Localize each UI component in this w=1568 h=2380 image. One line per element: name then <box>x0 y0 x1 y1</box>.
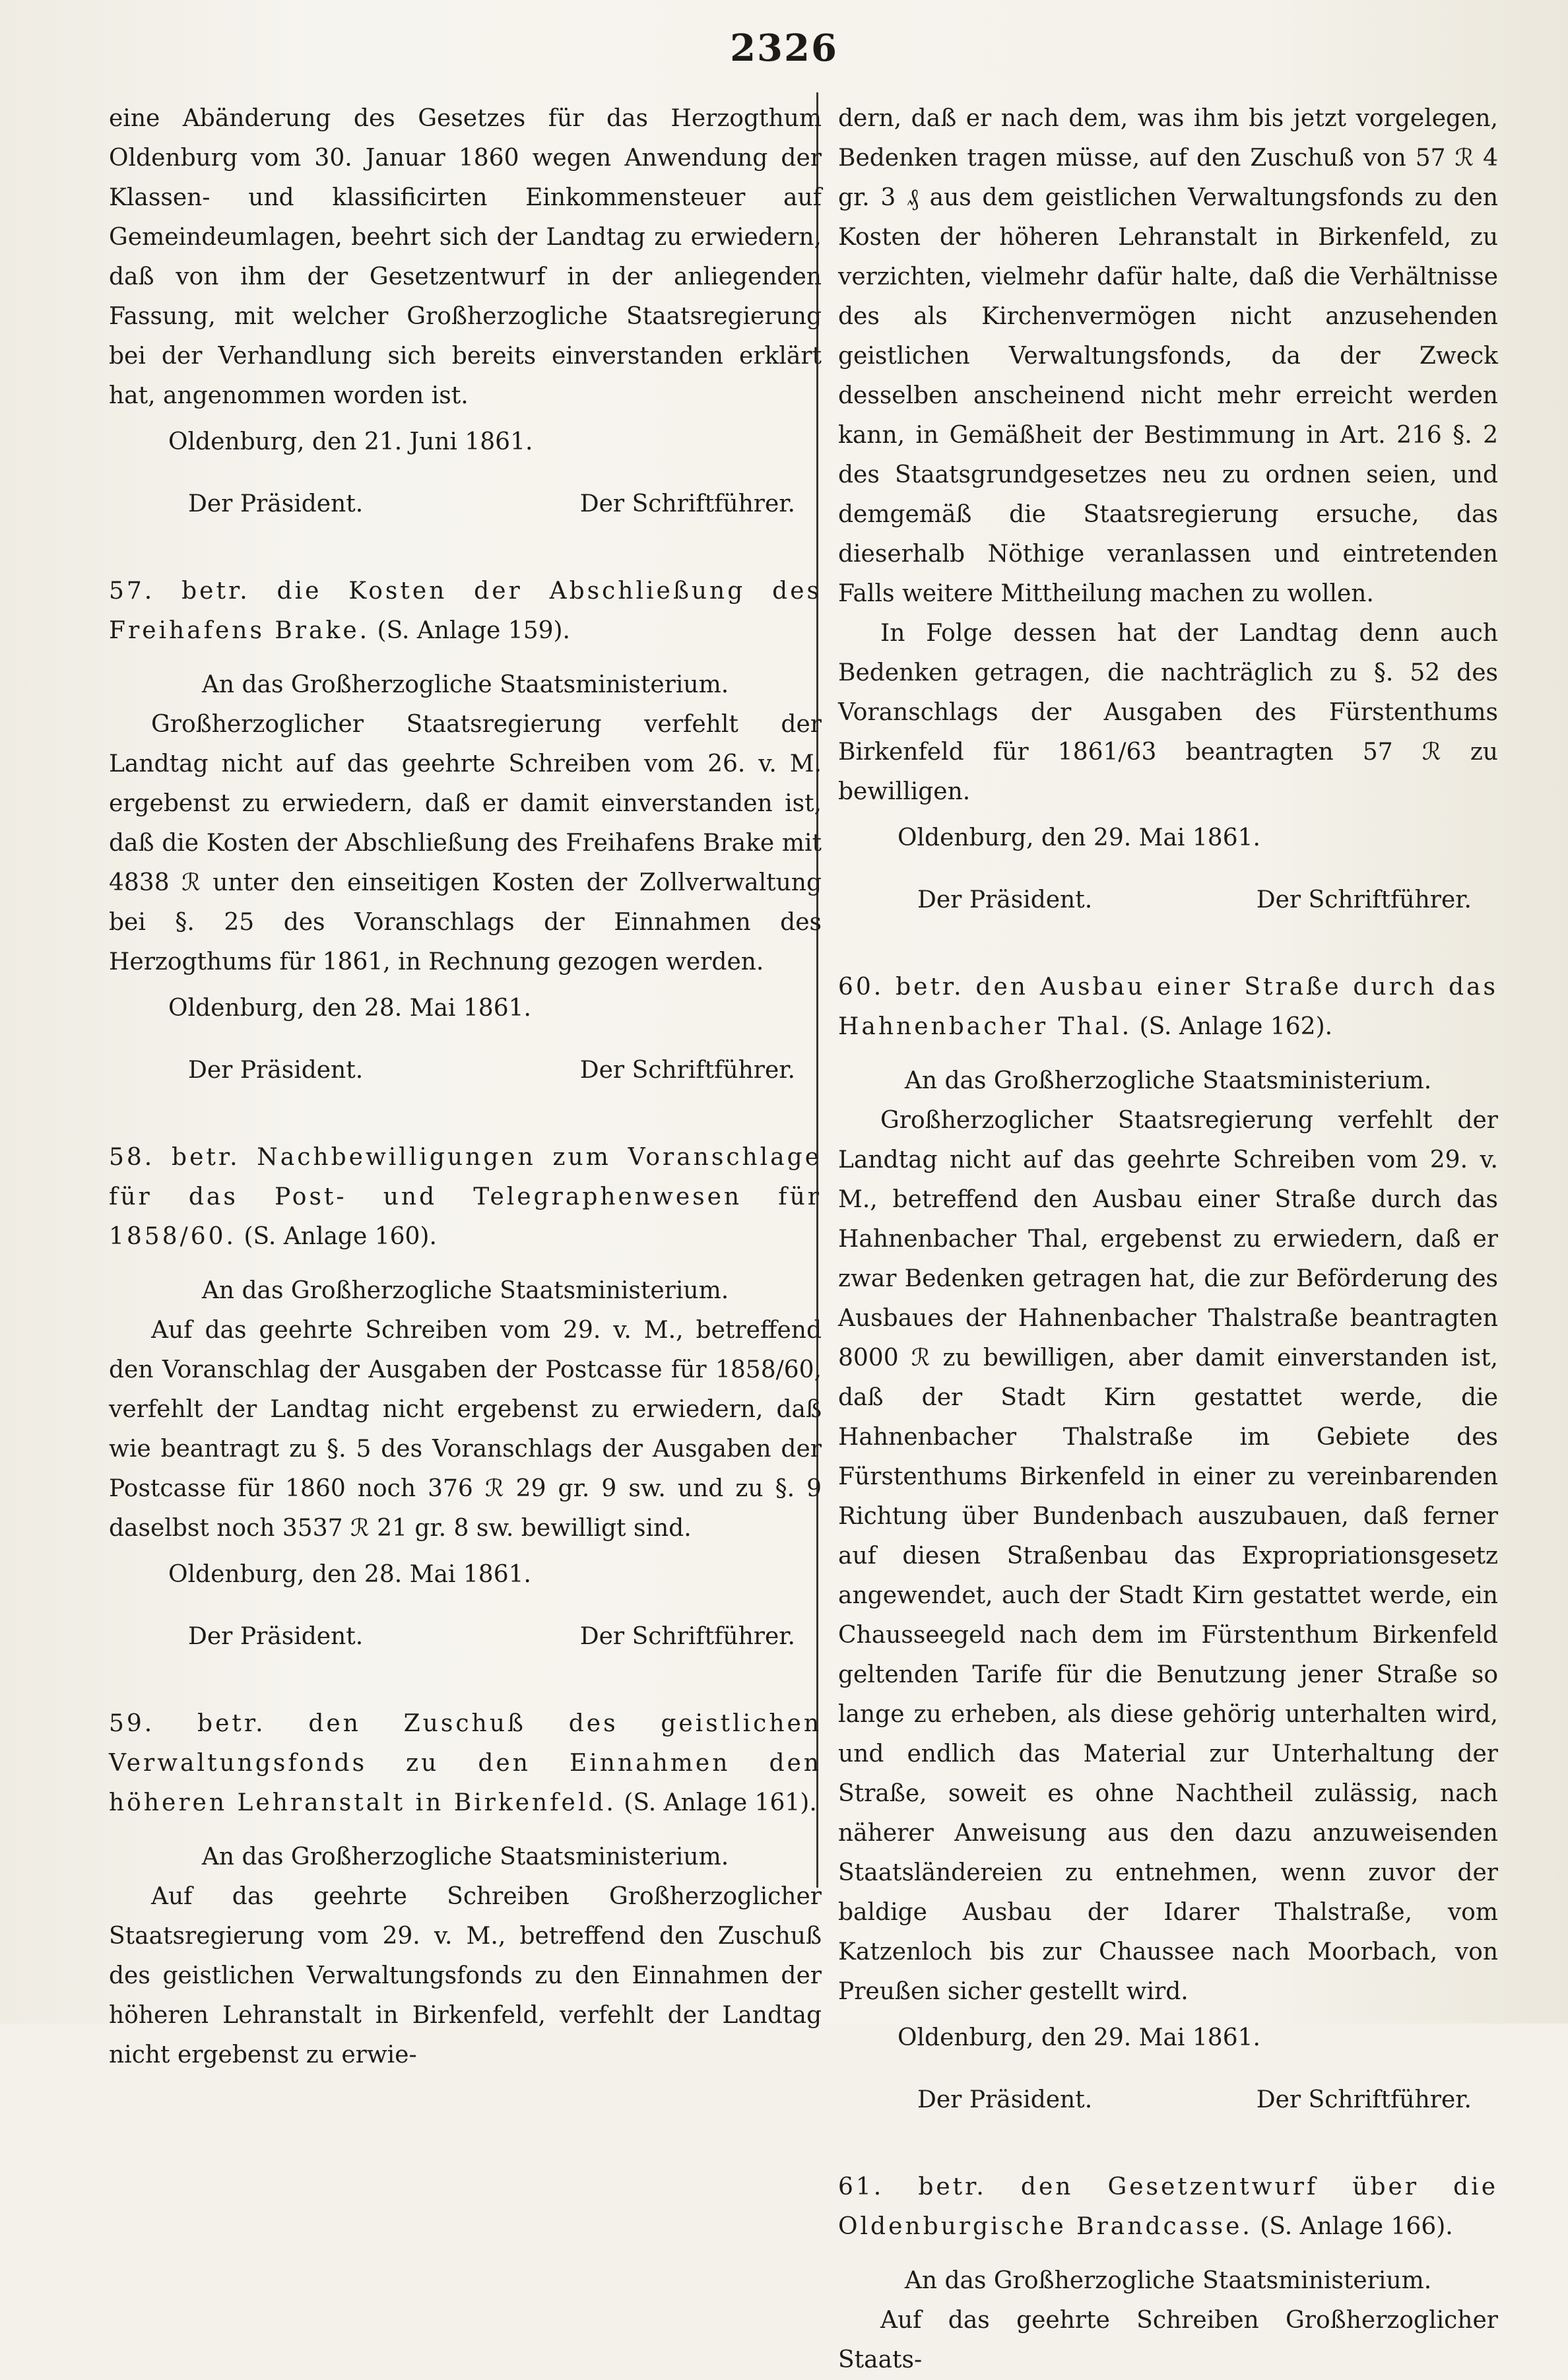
section-61-heading <box>838 2167 1498 2247</box>
section-59-heading <box>109 1704 822 1823</box>
signature-president: Der Präsident. <box>917 886 1093 913</box>
signature-president: Der Präsident. <box>917 2086 1093 2113</box>
section-59-continuation: dern, daß er nach dem, was ihm bis jetzt vorgelegen, Bedenken tragen müsse, auf den Zuschuß von 57 ℛ 4 gr. 3 ₰ aus dem geistlichen Verwaltungsfonds zu den Kosten der höheren Lehranstalt in Birkenfeld, zu verzichten, vielmehr dafür halte, daß die Verhältnisse des als Kirchenvermögen nicht anzusehenden geistlichen Verwaltungsfonds, da der Zweck desselben anscheinend nicht mehr erreicht werden kann, in Gemäßheit der Bestimmung in Art. 216 §. 2 des Staatsgrundgesetzes neu zu ordnen seien, und demgemäß die Staatsregierung ersuche, das dieserhalb Nöthige veranlassen und eintretenden Falls weitere Mittheilung machen zu wollen. <box>838 105 1498 607</box>
section-58-dateline: Oldenburg, den 28. Mai 1861. <box>168 1561 531 1588</box>
section-61-addressee: An das Großherzogliche Staatsministerium. <box>904 2267 1432 2294</box>
signature-president: Der Präsident. <box>188 1623 364 1650</box>
section-60-annex: (S. Anlage 162). <box>1139 1013 1333 1040</box>
signature-block <box>109 1051 822 1090</box>
signature-secretary: Der Schriftführer. <box>579 1623 795 1650</box>
section-57-heading <box>109 572 822 651</box>
section-58-heading <box>109 1138 822 1257</box>
left-column <box>109 99 822 2075</box>
signature-block <box>838 2080 1498 2120</box>
signature-president: Der Präsident. <box>188 490 364 517</box>
section-58-addressee: An das Großherzogliche Staatsministerium. <box>201 1277 729 1304</box>
section-59-continuation-2: In Folge dessen hat der Landtag denn auch Bedenken getragen, die nachträglich zu §. 52 des Voranschlags der Ausgaben des Fürstenthums Birkenfeld für 1861/63 beantragten 57 ℛ zu bewilligen. <box>838 620 1498 805</box>
right-column <box>838 99 1498 2380</box>
intro-paragraph: eine Abänderung des Gesetzes für das Herzogthum Oldenburg vom 30. Januar 1860 wegen Anwendung der Klassen- und klassificirten Einkommensteuer auf Gemeindeumlagen, beehrt sich der Landtag zu erwiedern, daß von ihm der Gesetzentwurf in der anliegenden Fassung, mit welcher Großherzogliche Staatsregierung bei der Verhandlung sich bereits einverstanden erklärt hat, angenommen worden ist. <box>109 105 822 409</box>
signature-president: Der Präsident. <box>188 1057 364 1084</box>
section-58-body: Auf das geehrte Schreiben vom 29. v. M., betreffend den Voranschlag der Ausgaben der Postcasse für 1858/60, verfehlt der Landtag nicht ergebenst zu erwiedern, daß wie beantragt zu §. 5 des Voranschlags der Ausgaben der Postcasse für 1860 noch 376 ℛ 29 gr. 9 sw. und zu §. 9 daselbst noch 3537 ℛ 21 gr. 8 sw. bewilligt sind. <box>109 1317 822 1542</box>
section-60-heading <box>838 968 1498 1047</box>
signature-secretary: Der Schriftführer. <box>579 1057 795 1084</box>
signature-secretary: Der Schriftführer. <box>1256 886 1472 913</box>
section-58-annex: (S. Anlage 160). <box>244 1223 437 1250</box>
signature-secretary: Der Schriftführer. <box>1256 2086 1472 2113</box>
signature-block <box>838 880 1498 920</box>
page-number: 2326 <box>730 26 838 70</box>
section-59-title: 59. betr. den Zuschuß des geistlichen Verwaltungsfonds zu den Einnahmen den höheren Lehranstalt in Birkenfeld. <box>109 1710 822 1816</box>
section-61-title: 61. betr. den Gesetzentwurf über die Oldenburgische Brandcasse. <box>838 2173 1498 2240</box>
section-58-title: 58. betr. Nachbewilligungen zum Voranschlage für das Post- und Telegraphenwesen für 1858/60. <box>109 1144 822 1250</box>
section-60-addressee: An das Großherzogliche Staatsministerium. <box>904 1067 1432 1094</box>
signature-block <box>109 1617 822 1657</box>
section-61-body: Auf das geehrte Schreiben Großherzoglicher Staats- <box>838 2307 1498 2373</box>
section-57-addressee: An das Großherzogliche Staatsministerium. <box>201 671 729 698</box>
section-59-annex: (S. Anlage 161). <box>624 1789 817 1816</box>
signature-secretary: Der Schriftführer. <box>579 490 795 517</box>
signature-block <box>109 484 822 524</box>
section-60-dateline: Oldenburg, den 29. Mai 1861. <box>898 2024 1260 2051</box>
section-61-annex: (S. Anlage 166). <box>1260 2213 1453 2240</box>
section-59-addressee: An das Großherzogliche Staatsministerium. <box>201 1843 729 1870</box>
section-57-annex: (S. Anlage 159). <box>377 617 570 644</box>
dateline: Oldenburg, den 21. Juni 1861. <box>168 428 533 455</box>
section-60-title: 60. betr. den Ausbau einer Straße durch das Hahnenbacher Thal. <box>838 974 1498 1040</box>
section-60-body: Großherzoglicher Staatsregierung verfehlt der Landtag nicht auf das geehrte Schreiben vom 29. v. M., betreffend den Ausbau einer Straße durch das Hahnenbacher Thal, ergebenst zu erwiedern, daß er zwar Bedenken getragen hat, die zur Beförderung des Ausbaues der Hahnenbacher Thalstraße beantragten 8000 ℛ zu bewilligen, aber damit einverstanden ist, daß der Stadt Kirn gestattet werde, die Hahnenbacher Thalstraße im Gebiete des Fürstenthums Birkenfeld in einer zu vereinbarenden Richtung über Bundenbach auszubauen, daß ferner auf diesen Straßenbau das Expropriationsgesetz angewendet, auch der Stadt Kirn gestattet werde, ein Chausseegeld nach dem im Fürstenthum Birkenfeld geltenden Tarife für die Benutzung jener Straße so lange zu erheben, als diese gehörig unterhalten wird, und endlich das Material zur Unterhaltung der Straße, soweit es ohne Nachtheil zulässig, nach näherer Anweisung aus den dazu anzuweisenden Staatsländereien zu entnehmen, wenn zuvor der baldige Ausbau der Idarer Thalstraße, vom Katzenloch bis zur Chaussee nach Moorbach, von Preußen sicher gestellt wird. <box>838 1107 1498 2005</box>
section-57-dateline: Oldenburg, den 28. Mai 1861. <box>168 995 531 1022</box>
section-59-body: Auf das geehrte Schreiben Großherzoglicher Staatsregierung vom 29. v. M., betreffend den Zuschuß des geistlichen Verwaltungsfonds zu den Einnahmen der höheren Lehranstalt in Birkenfeld, verfehlt der Landtag nicht ergebenst zu erwie- <box>109 1883 822 2068</box>
section-57-body: Großherzoglicher Staatsregierung verfehlt der Landtag nicht auf das geehrte Schreiben vom 26. v. M. ergebenst zu erwiedern, daß er damit einverstanden ist, daß die Kosten der Abschließung des Freihafens Brake mit 4838 ℛ unter den einseitigen Kosten der Zollverwaltung bei §. 25 des Voranschlags der Einnahmen des Herzogthums für 1861, in Rechnung gezogen werden. <box>109 711 822 975</box>
section-59-dateline: Oldenburg, den 29. Mai 1861. <box>898 824 1260 851</box>
section-57-title: 57. betr. die Kosten der Abschließung des Freihafens Brake. <box>109 578 822 644</box>
